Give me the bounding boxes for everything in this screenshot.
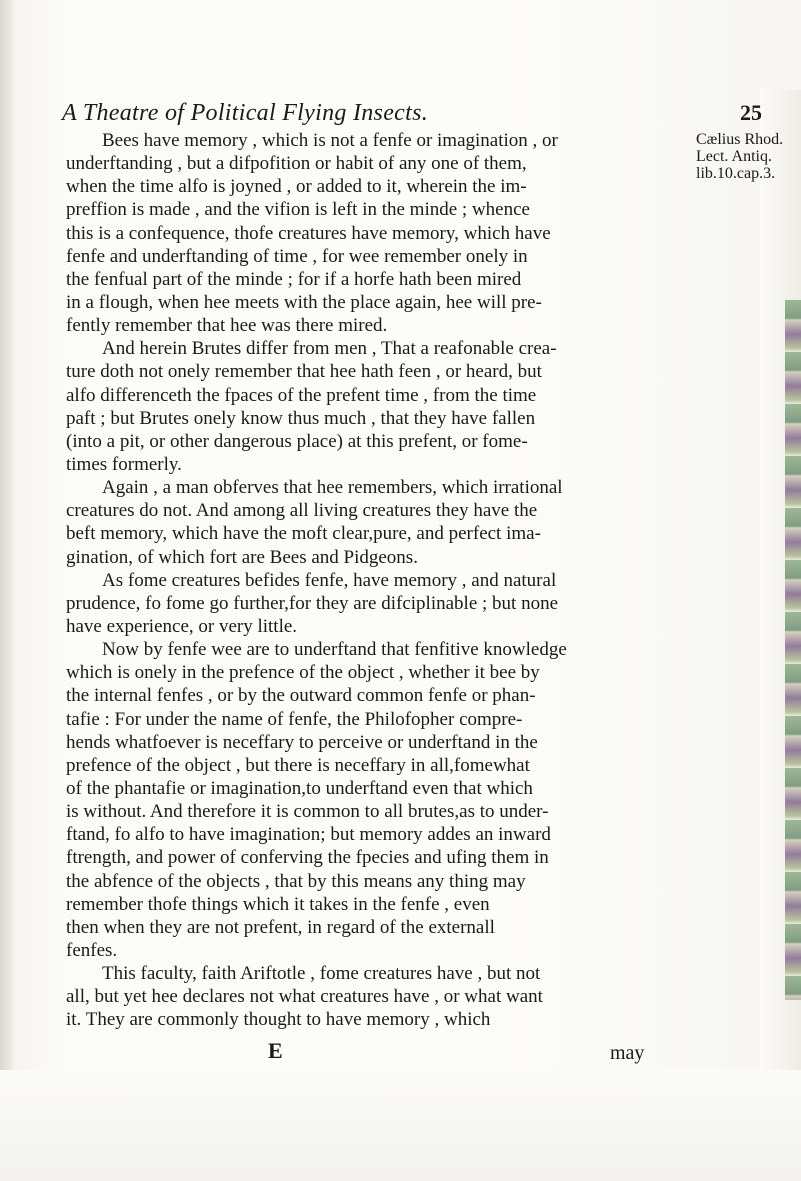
body-text bbox=[66, 129, 706, 1031]
text-line: which is onely in the prefence of the object , whether it bee by bbox=[66, 662, 540, 684]
text-line: prudence, fo fome go further,for they are difciplinable ; but none bbox=[66, 592, 558, 614]
text-line: prefence of the object , but there is neceffary in all,fomewhat bbox=[66, 754, 530, 776]
text-line: the internal fenfes , or by the outward common fenfe or phan- bbox=[66, 685, 536, 707]
text-line: tafie : For under the name of fenfe, the Philofopher compre- bbox=[66, 708, 523, 730]
text-line: ture doth not onely remember that hee hath feen , or heard, but bbox=[66, 361, 542, 383]
text-line: all, but yet hee declares not what creatures have , or what want bbox=[66, 986, 543, 1008]
text-line: Bees have memory , which is not a fenfe or imagination , or bbox=[102, 130, 558, 151]
text-line: of the phantafie or imagination,to underftand even that which bbox=[66, 777, 533, 799]
text-line: preffion is made , and the vifion is left in the minde ; whence bbox=[66, 199, 530, 221]
page-header bbox=[62, 100, 762, 130]
marginal-note-line: Lect. Antiq. bbox=[696, 148, 772, 165]
text-line: the abfence of the objects , that by this means any thing may bbox=[66, 870, 526, 892]
text-line: ftrength, and power of conferving the fpecies and ufing them in bbox=[66, 847, 549, 869]
text-line: remember thofe things which it takes in the fenfe , even bbox=[66, 893, 490, 915]
text-line: this is a confequence, thofe creatures have memory, which have bbox=[66, 222, 551, 244]
text-line: Again , a man obferves that hee remembers, which irrational bbox=[102, 477, 563, 499]
text-line: creatures do not. And among all living creatures they have the bbox=[66, 500, 538, 522]
text-line: in a flough, when hee meets with the place again, hee will pre- bbox=[66, 291, 542, 313]
page-gutter-shadow bbox=[0, 0, 14, 1181]
catchword: may bbox=[610, 1042, 645, 1064]
page-number: 25 bbox=[740, 100, 762, 125]
text-line: paft ; but Brutes onely know thus much , that they have fallen bbox=[66, 407, 536, 429]
text-line: fenfes. bbox=[66, 939, 118, 961]
adjacent-plate-edge bbox=[785, 300, 801, 1000]
text-line: fenfe and underftanding of time , for wee remember onely in bbox=[66, 245, 528, 267]
signature-mark: E bbox=[268, 1038, 283, 1063]
running-title: A Theatre of Political Flying Insects. bbox=[62, 100, 429, 126]
text-line: gination, of which fort are Bees and Pidgeons. bbox=[66, 546, 418, 568]
text-line: the fenfual part of the minde ; for if a horfe hath been mired bbox=[66, 268, 522, 290]
page-bottom-shadow bbox=[0, 1070, 801, 1181]
text-line: And herein Brutes differ from men , That a reafonable crea- bbox=[102, 338, 557, 360]
marginal-note bbox=[696, 131, 800, 182]
text-line: As fome creatures befides fenfe, have memory , and natural bbox=[102, 569, 557, 591]
text-line: This faculty, faith Ariftotle , fome creatures have , but not bbox=[102, 963, 541, 985]
text-line: hends whatfoever is neceffary to perceive or underftand in the bbox=[66, 731, 538, 753]
text-line: is without. And therefore it is common to all brutes,as to under- bbox=[66, 801, 549, 823]
text-line: then when they are not prefent, in regard of the externall bbox=[66, 916, 495, 938]
marginal-note-line: Cælius Rhod. bbox=[696, 131, 784, 148]
text-line: when the time alfo is joyned , or added to it, wherein the im- bbox=[66, 176, 527, 198]
text-line: (into a pit, or other dangerous place) at this prefent, or fome- bbox=[66, 430, 528, 452]
text-line: underftanding , but a difpofition or habit of any one of them, bbox=[66, 153, 527, 175]
text-line: fently remember that hee was there mired. bbox=[66, 315, 388, 337]
text-line: ftand, fo alfo to have imagination; but memory addes an inward bbox=[66, 824, 551, 846]
text-line: beft memory, which have the moft clear,pure, and perfect ima- bbox=[66, 523, 541, 545]
marginal-note-line: lib.10.cap.3. bbox=[696, 165, 776, 182]
text-line: have experience, or very little. bbox=[66, 615, 298, 637]
text-line: times formerly. bbox=[66, 453, 182, 475]
text-line: Now by fenfe wee are to underftand that fenfitive knowledge bbox=[102, 639, 567, 661]
text-line: alfo differenceth the fpaces of the prefent time , from the time bbox=[66, 384, 537, 406]
text-line: it. They are commonly thought to have memory , which bbox=[66, 1009, 491, 1031]
